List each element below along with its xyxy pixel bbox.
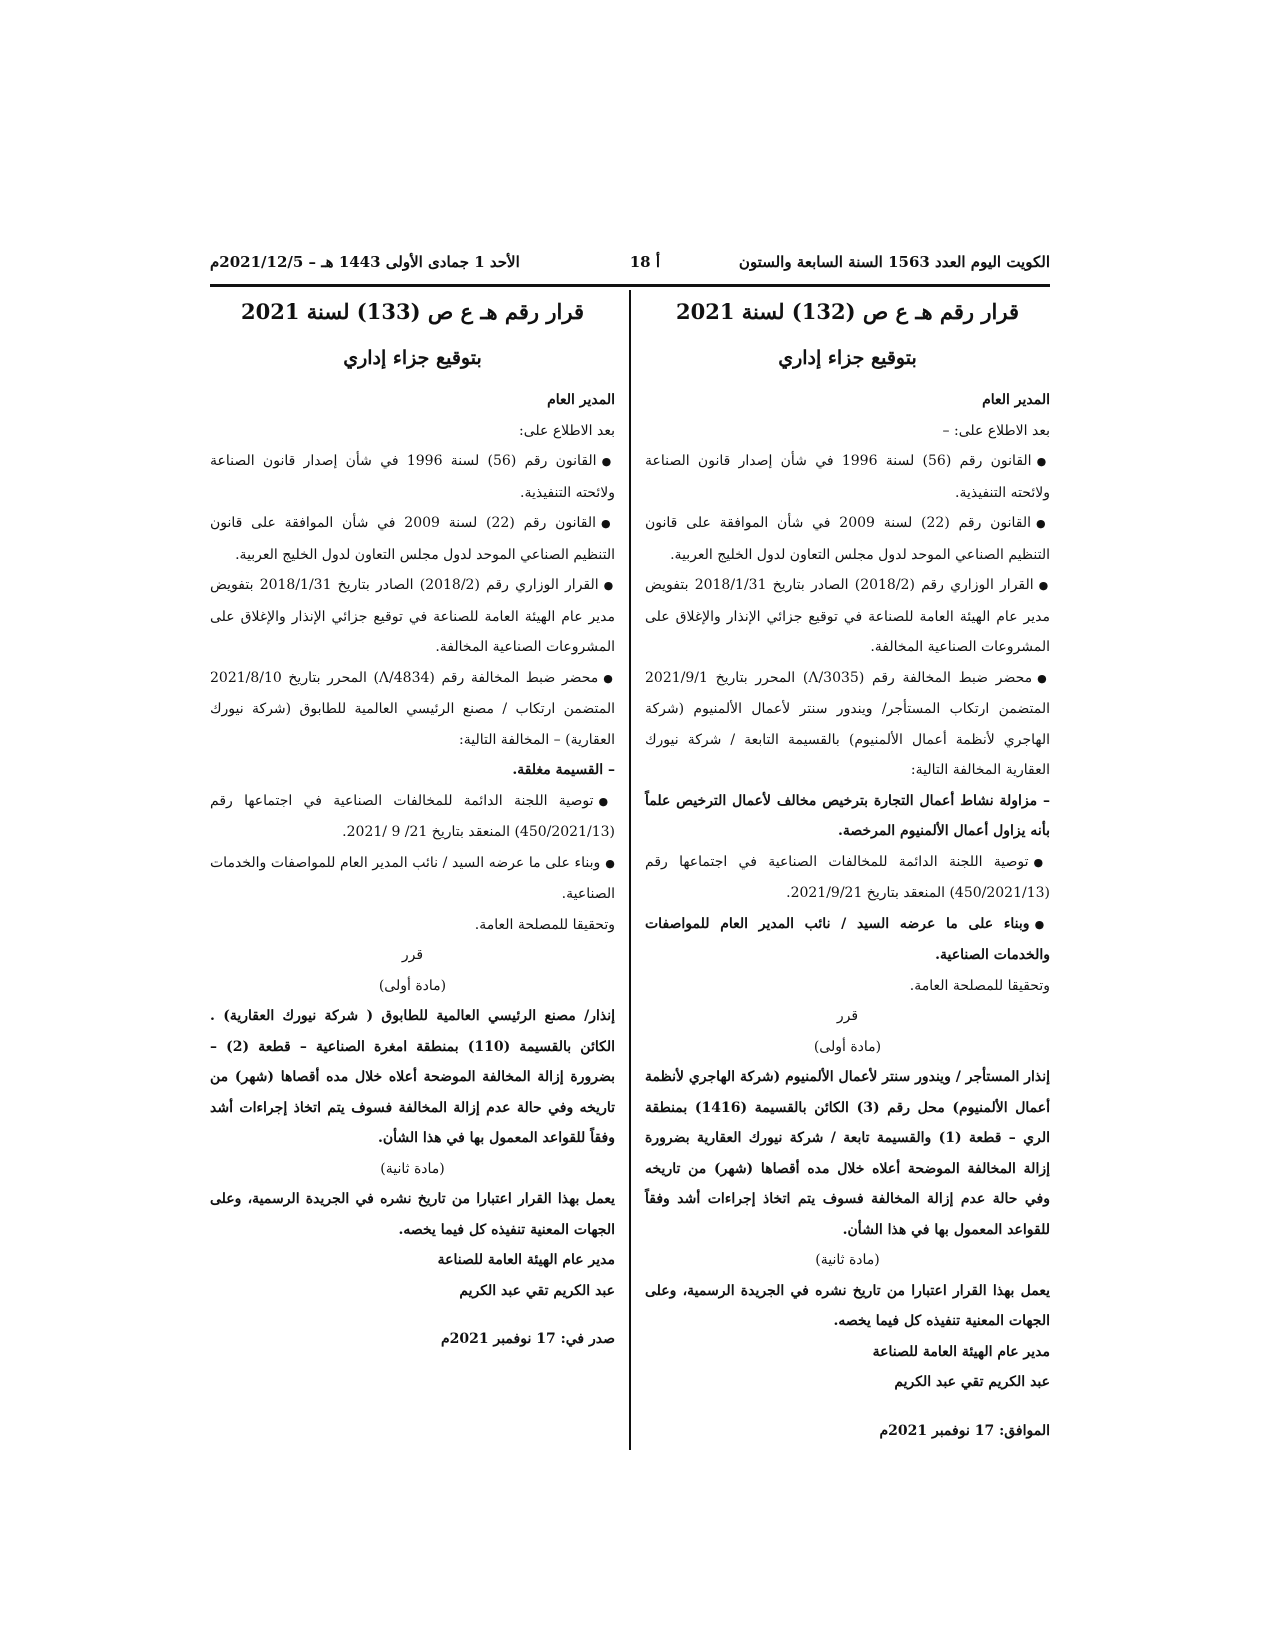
decided-heading: قرر xyxy=(836,1008,859,1024)
article-2-heading: (مادة ثانية) xyxy=(380,1160,445,1177)
column-divider xyxy=(629,290,631,1450)
decision-132-column xyxy=(645,295,1050,1446)
page-header xyxy=(210,253,1050,277)
signatory-title: مدير عام الهيئة العامة للصناعة xyxy=(872,1343,1050,1360)
decision-title: قرار رقم هـ ع ص (132) لسنة 2021 xyxy=(676,299,1019,324)
article-2-heading: (مادة ثانية) xyxy=(815,1252,880,1268)
after-review: بعد الاطلاع على: – xyxy=(942,422,1050,439)
reference-item: ● توصية اللجنة الدائمة للمخالفات الصناعية في اجتماعها رقم (450/2021/13) المنعقد بتاريخ 2021/9/21. xyxy=(645,847,1050,909)
signatory-title: مدير عام الهيئة العامة للصناعة xyxy=(437,1252,615,1268)
article-1-text: إنذار المستأجر / ويندور سنتر لأعمال الألمنيوم (شركة الهاجري لأنظمة أعمال الألمنيوم) محل رقم (3) الكائن بالقسيمة (1416) بمنطقة الري – قطعة (1) والقسيمة تابعة / شركة نيورك العقارية بضرورة إزالة المخالفة الموضحة أعلاه خلال مده أقصاها (شهر) من تاريخه وفي حالة عدم إزالة المخالفة فسوف يتم اتخاذ إجراءات أشد وفقاً للقواعد المعمول بها في هذا الشأن. xyxy=(645,1069,1050,1238)
date-line: الموافق: 17 نوفمبر 2021م xyxy=(879,1422,1050,1439)
publication-info: الكويت اليوم العدد 1563 السنة السابعة والستون xyxy=(738,253,1050,271)
violation-text: – مزاولة نشاط أعمال التجارة بترخيص مخالف لأعمال الترخيص علماً بأنه يزاول أعمال الألمنيوم المرخصة. xyxy=(645,792,1050,839)
issuer: المدير العام xyxy=(982,392,1050,408)
date-line: صدر في: 17 نوفمبر 2021م xyxy=(440,1331,615,1347)
reference-item: ● محضر ضبط المخالفة رقم (Λ/4834) المحرر بتاريخ 2021/8/10 المتضمن ارتكاب / مصنع الرئيسي العالمية للطابوق (شركة نيورك العقارية) – المخالفة التالية: xyxy=(210,663,615,756)
article-2-text: يعمل بهذا القرار اعتبارا من تاريخ نشره في الجريدة الرسمية، وعلى الجهات المعنية تنفيذه كل فيما يخصه. xyxy=(645,1282,1050,1329)
reference-item: ● توصية اللجنة الدائمة للمخالفات الصناعية في اجتماعها رقم (450/2021/13) المنعقد بتاريخ 21/ 9 /2021. xyxy=(210,786,615,848)
reference-item: ● محضر ضبط المخالفة رقم (Λ/3035) المحرر بتاريخ 2021/9/1 المتضمن ارتكاب المستأجر/ ويندور سنتر لأعمال الألمنيوم (شركة الهاجري لأنظمة أعمال الألمنيوم) بالقسيمة التابعة / شركة نيورك العقارية المخالفة التالية: xyxy=(645,663,1050,786)
page-number: أ 18 xyxy=(629,253,660,271)
reference-item: ● القانون رقم (56) لسنة 1996 في شأن إصدار قانون الصناعة ولائحته التنفيذية. xyxy=(645,446,1050,508)
violation-text: – القسيمة مغلقة. xyxy=(512,762,615,778)
reference-item: ● القانون رقم (56) لسنة 1996 في شأن إصدار قانون الصناعة ولائحته التنفيذية. xyxy=(210,446,615,508)
reference-item: ● وبناء على ما عرضه السيد / نائب المدير العام للمواصفات والخدمات الصناعية. xyxy=(645,909,1050,971)
decided-heading: قرر xyxy=(401,947,424,963)
signatory-name: عبد الكريم تقي عبد الكريم xyxy=(894,1374,1050,1390)
public-interest: وتحقيقا للمصلحة العامة. xyxy=(474,916,615,933)
decision-title: قرار رقم هـ ع ص (133) لسنة 2021 xyxy=(241,299,584,324)
article-1-heading: (مادة أولى) xyxy=(378,977,447,994)
reference-item: ● القانون رقم (22) لسنة 2009 في شأن الموافقة على قانون التنظيم الصناعي الموحد لدول مجلس التعاون لدول الخليج العربية. xyxy=(645,508,1050,570)
decision-subtitle: بتوقيع جزاء إداري xyxy=(343,347,482,369)
reference-item: ● القرار الوزاري رقم (2018/2) الصادر بتاريخ 2018/1/31 بتفويض مدير عام الهيئة العامة للصناعة في توقيع جزائي الإنذار والإغلاق على المشروعات الصناعية المخالفة. xyxy=(210,570,615,663)
issue-date: الأحد 1 جمادى الأولى 1443 هـ – 2021/12/5م xyxy=(210,253,520,271)
header-rule xyxy=(210,284,1050,287)
article-1-text: إنذار/ مصنع الرئيسي العالمية للطابوق ( شركة نيورك العقارية) . الكائن بالقسيمة (110) بمنطقة امغرة الصناعية – قطعة (2) – بضرورة إزالة المخالفة الموضحة أعلاه خلال مده أقصاها (شهر) من تاريخه وفي حالة عدم إزالة المخالفة فسوف يتم اتخاذ إجراءات أشد وفقاً للقواعد المعمول بها في هذا الشأن. xyxy=(210,1008,616,1146)
public-interest: وتحقيقا للمصلحة العامة. xyxy=(909,977,1050,994)
article-2-text: يعمل بهذا القرار اعتبارا من تاريخ نشره في الجريدة الرسمية، وعلى الجهات المعنية تنفيذه كل فيما يخصه. xyxy=(210,1191,615,1238)
article-1-heading: (مادة أولى) xyxy=(813,1038,882,1055)
reference-item: ● القانون رقم (22) لسنة 2009 في شأن الموافقة على قانون التنظيم الصناعي الموحد لدول مجلس التعاون لدول الخليج العربية. xyxy=(210,508,615,570)
signatory-name: عبد الكريم تقي عبد الكريم xyxy=(459,1282,615,1299)
reference-item: ● وبناء على ما عرضه السيد / نائب المدير العام للمواصفات والخدمات الصناعية. xyxy=(210,848,615,910)
reference-item: ● القرار الوزاري رقم (2018/2) الصادر بتاريخ 2018/1/31 بتفويض مدير عام الهيئة العامة للصناعة في توقيع جزائي الإنذار والإغلاق على المشروعات الصناعية المخالفة. xyxy=(645,570,1050,663)
after-review: بعد الاطلاع على: xyxy=(519,422,615,439)
issuer: المدير العام xyxy=(547,392,615,408)
decision-133-column xyxy=(210,295,615,1355)
decision-subtitle: بتوقيع جزاء إداري xyxy=(778,347,917,369)
